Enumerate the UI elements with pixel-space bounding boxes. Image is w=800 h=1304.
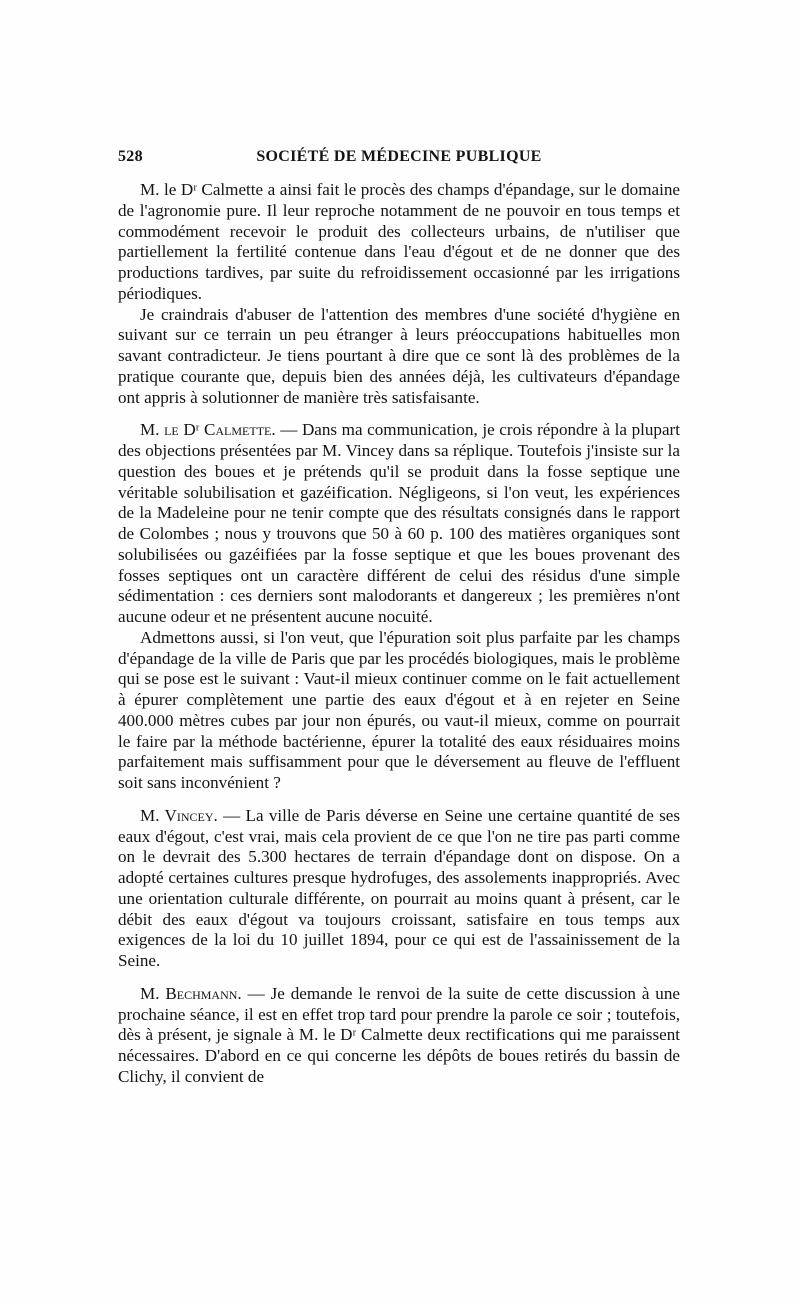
page-number: 528 (118, 148, 143, 165)
paragraph-calmette-response (118, 420, 680, 628)
paragraph-vincey-response (118, 806, 680, 972)
body-text (118, 180, 680, 1088)
speaker-vincey: M. Vincey. (140, 805, 218, 825)
paragraph-vincey-reply: Je craindrais d'abuser de l'attention des membres d'une société d'hygiène en suivant sur ce terrain un peu étranger à leurs préoccupations habituelles mon savant contradicteur. Je tiens pourtant à dire que ce sont là des problèmes de la pratique courante que, depuis bien des années déjà, les cultivateurs d'épandage ont appris à solutionner de manière très satisfaisante. (118, 304, 680, 407)
paragraph-bechmann (118, 984, 680, 1088)
paragraph-admettons: Admettons aussi, si l'on veut, que l'épuration soit plus parfaite par les champs d'épandage de la ville de Paris que par les procédés biologiques, mais le problème qui se pose est le suivant : Vaut-il mieux continuer comme on le fait actuellement à épurer complètement une partie des eaux d'égout et à en rejeter en Seine 400.000 mètres cubes par jour non épurés, ou vaut-il mieux, comme on pourrait le faire par la méthode bactérienne, épurer la totalité des eaux résiduaires moins parfaitement mais suffisamment pour que le déversement au fleuve de l'effluent soit sans inconvénient ? (118, 627, 680, 792)
paragraph-text: — Dans ma communication, je crois répondre à la plupart des objections présentées par M. Vincey dans sa réplique. Toutefois j'insiste sur la question des boues et je prétends qu'il se produit dans la fosse septique une véritable solubilisation et gazéification. Négligeons, si l'on veut, les expériences de la Madeleine pour ne tenir compte que des résultats consignés dans le rapport de Colombes ; nous y trouvons que 50 à 60 p. 100 des matières organiques sont solubilisées ou gazéifiées par la fosse septique et que les boues provenant des fosses septiques ont un caractère différent de celui des résidus d'une simple sédimentation : ces derniers sont malodorants et dangereux ; les premières n'ont aucune odeur et ne présentent aucune nocuité. (118, 420, 680, 626)
speaker-bechmann: M. Bechmann. (140, 983, 242, 1003)
paragraph-calmette-critique: M. le Dʳ Calmette a ainsi fait le procès des champs d'épandage, sur le domaine de l'agronomie pure. Il leur reproche notamment de ne pouvoir en tous temps et commodément recevoir le produit des collecteurs urbains, de n'utiliser que partiellement la fertilité contenue dans l'eau d'égout et de ne donner que des productions tardives, par suite du refroidissement occasionné par les irrigations périodiques. (118, 180, 680, 303)
page-header (118, 148, 680, 172)
paragraph-text: — Je demande le renvoi de la suite de cette discussion à une prochaine séance, il est en effet trop tard pour prendre la parole ce soir ; toutefois, dès à présent, je signale à M. le Dʳ Calmette deux rectifications qui me paraissent nécessaires. D'abord en ce qui concerne les dépôts de boues retirés du bassin de Clichy, il convient de (118, 983, 680, 1086)
running-title: SOCIÉTÉ DE MÉDECINE PUBLIQUE (256, 148, 542, 165)
paragraph-text: — La ville de Paris déverse en Seine une certaine quantité de ses eaux d'égout, c'est vrai, mais cela provient de ce que l'on ne tire pas parti comme on le devrait des 5.300 hectares de terrain d'épandage dont on dispose. On a adopté certaines cultures presque hydrofuges, des assolements inappropriés. Avec une orientation culturale différente, on pourrait au moins quant à présent, car le débit des eaux d'égout va toujours croissant, satisfaire en tous temps aux exigences de la loi du 10 juillet 1894, pour ce qui est de l'assainissement de la Seine. (118, 805, 681, 970)
speaker-calmette: M. le Dʳ Calmette. (140, 420, 276, 440)
